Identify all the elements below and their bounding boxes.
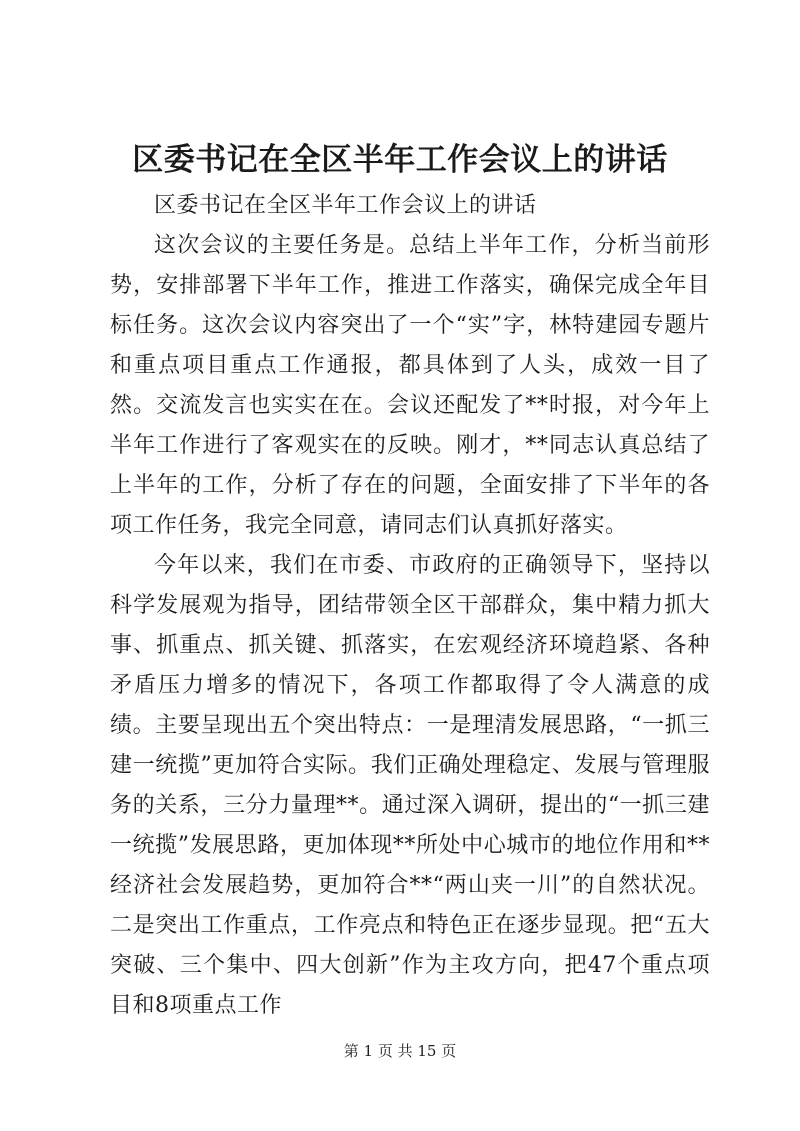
document-title: 区委书记在全区半年工作会议上的讲话 bbox=[132, 142, 668, 178]
document-body bbox=[110, 186, 710, 1026]
body-paragraph: 今年以来，我们在市委、市政府的正确领导下，坚持以科学发展观为指导，团结带领全区干部群众，集中精力抓大事、抓重点、抓关键、抓落实，在宏观经济环境趋紧、各种矛盾压力增多的情况下，各项工作都取得了令人满意的成绩。主要呈现出五个突出特点：一是理清发展思路，“一抓三建一统揽”更加符合实际。我们正确处理稳定、发展与管理服务的关系，三分力量理**。通过深入调研，提出的“一抓三建一统揽”发展思路，更加体现**所处中心城市的地位作用和**经济社会发展趋势，更加符合**“两山夹一川”的自然状况。二是突出工作重点，工作亮点和特色正在逐步显现。把“五大突破、三个集中、四大创新”作为主攻方向，把47个重点项目和8项重点工作 bbox=[110, 553, 710, 1018]
document-subtitle: 区委书记在全区半年工作会议上的讲话 bbox=[154, 193, 537, 218]
body-paragraph: 这次会议的主要任务是。总结上半年工作，分析当前形势，安排部署下半年工作，推进工作落实，确保完成全年目标任务。这次会议内容突出了一个“实”字，林特建园专题片和重点项目重点工作通报，都具体到了人头，成效一目了然。交流发言也实实在在。会议还配发了**时报，对今年上半年工作进行了客观实在的反映。刚才，**同志认真总结了上半年的工作，分析了存在的问题，全面安排了下半年的各项工作任务，我完全同意，请同志们认真抓好落实。 bbox=[110, 233, 710, 538]
page-number-footer: 第 1 页 共 15 页 bbox=[343, 1042, 457, 1060]
